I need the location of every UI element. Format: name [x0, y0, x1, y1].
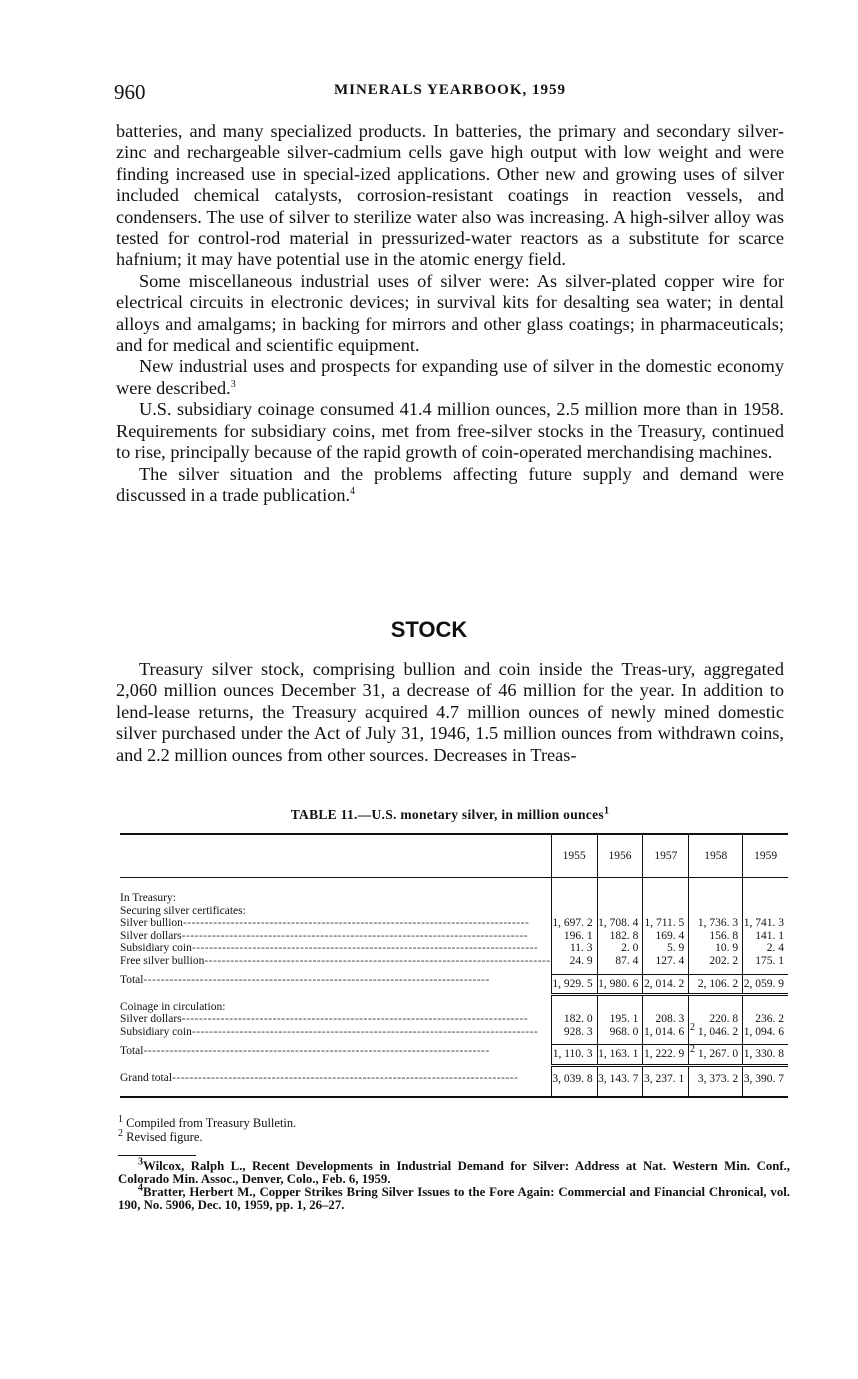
table-row — [120, 1013, 788, 1026]
table-cell: 156. 8 — [689, 930, 743, 943]
row-label: Total ----- — [120, 1045, 551, 1066]
year-header: 1959 — [743, 834, 788, 878]
year-header: 1957 — [643, 834, 689, 878]
table-header-row — [120, 834, 788, 878]
running-head — [114, 80, 786, 106]
year-header: 1958 — [689, 834, 743, 878]
revised-mark: 2 — [690, 1022, 695, 1034]
table-cell: 2, 059. 9 — [743, 974, 788, 995]
footnote-rule — [118, 1155, 196, 1156]
table-row — [120, 955, 788, 968]
table-cell: 3, 373. 2 — [689, 1066, 743, 1098]
table-cell: 1, 110. 3 — [551, 1045, 597, 1066]
table-cell: 2, 014. 2 — [643, 974, 689, 995]
row-label: Silver bullion ----- — [120, 917, 551, 930]
table-cell: 2. 0 — [597, 942, 643, 955]
table-cell: 928. 3 — [551, 1026, 597, 1039]
table-row-total — [120, 974, 788, 995]
row-label: Total ----- — [120, 974, 551, 995]
paragraph-situation — [116, 464, 784, 507]
table-cell: 1, 980. 6 — [597, 974, 643, 995]
revised-mark: 2 — [690, 1044, 695, 1056]
body-text-stock — [116, 659, 784, 766]
row-label: Grand total ----- — [120, 1066, 551, 1098]
table-cell: 2, 106. 2 — [689, 974, 743, 995]
table-title-text: TABLE 11.—U.S. monetary silver, in million ounces — [290, 807, 604, 822]
table-row — [120, 995, 788, 1014]
footnote-3: $^3$Wilcox, Ralph L., Recent Developments in Industrial Demand for Silver: Address at Nat. Western Min. Conf., Colorado Min. Assoc., Denver, Colo., Feb. 6, 1959. — [118, 1156, 790, 1186]
table-row — [120, 878, 788, 905]
year-header: 1955 — [551, 834, 597, 878]
table-title-ref: 1 — [603, 805, 610, 817]
footnotes — [118, 1156, 790, 1212]
table-cell: 208. 3 — [643, 1013, 689, 1026]
paragraph-misc-uses: Some miscellaneous industrial uses of silver were: As silver-plated copper wire for electrical circuits in electronic devices; in survival kits for desalting sea water; in dental alloys and amalgams; in backing for mirrors and other glass coatings; in pharmaceuticals; and for medical and scientific equipment. — [116, 270, 784, 356]
row-label: Silver dollars ----- — [120, 930, 551, 943]
table-cell: 2. 4 — [743, 942, 788, 955]
table-cell: 169. 4 — [643, 930, 689, 943]
table-row — [120, 917, 788, 930]
table-cell: 182. 8 — [597, 930, 643, 943]
group-label: In Treasury: — [120, 892, 176, 904]
table-cell: 220. 8 — [689, 1013, 743, 1026]
paragraph-batteries: batteries, and many specialized products. In batteries, the primary and secondary silver-zinc and rechargeable silver-cadmium cells gave high output with low weight and were finding increased use in special-ized applications. Other new and growing uses of silver included chemical catalysts, corrosion-resistant coatings in reaction vessels, and condensers. The use of silver to sterilize water also was increasing. A high-silver alloy was tested for control-rod material in pressurized-water reactors as a substitute for scarce hafnium; it may have potential use in the atomic energy field. — [116, 121, 784, 270]
monetary-silver-table — [120, 833, 788, 1098]
table-row — [120, 930, 788, 943]
table-cell: 3, 390. 7 — [743, 1066, 788, 1098]
table-cell: 1, 163. 1 — [597, 1045, 643, 1066]
running-title: MINERALS YEARBOOK, 1959 — [333, 82, 567, 98]
body-text-top — [116, 121, 784, 506]
paragraph-treasury-stock: Treasury silver stock, comprising bullion and coin inside the Treas-ury, aggregated 2,060 million ounces December 31, a decrease of 46 million for the year. In addition to lend-lease returns, the Treasury acquired 4.7 million ounces of newly mined domestic silver purchased under the Act of July 31, 1946, 1.5 million ounces from withdrawn coins, and 2.2 million ounces from other sources. Decreases in Treas- — [116, 659, 784, 765]
table-row-total — [120, 1045, 788, 1066]
table-cell: 202. 2 — [689, 955, 743, 968]
table-row — [120, 942, 788, 955]
table-cell: 1, 929. 5 — [551, 974, 597, 995]
table-cell: 1, 697. 2 — [551, 917, 597, 930]
table-cell: 182. 0 — [551, 1013, 597, 1026]
table-cell: 1, 094. 6 — [743, 1026, 788, 1039]
paragraph-situation-text: The silver situation and the problems affecting future supply and demand were discussed in a trade publication. — [116, 463, 784, 505]
table-row-grand-total — [120, 1066, 788, 1098]
paragraph-new-uses — [116, 356, 784, 399]
table-cell: 195. 1 — [597, 1013, 643, 1026]
table-cell: 87. 4 — [597, 955, 643, 968]
row-label: Subsidiary coin ----- — [120, 1026, 551, 1039]
table-cell: 3, 237. 1 — [643, 1066, 689, 1098]
row-label: Free silver bullion ----- — [120, 955, 551, 968]
table-note: $^2$ Revised figure. — [118, 1127, 203, 1144]
year-header: 1956 — [597, 834, 643, 878]
table-cell: 175. 1 — [743, 955, 788, 968]
table-notes — [118, 1113, 297, 1144]
table-cell: 3, 039. 8 — [551, 1066, 597, 1098]
footnote-4: $^4$Bratter, Herbert M., Copper Strikes Bring Silver Issues to the Fore Again: Commercial and Financial Chronical, vol. 190, No. 5906, Dec. 10, 1959, pp. 1, 26–27. — [118, 1182, 790, 1212]
paragraph-coinage: U.S. subsidiary coinage consumed 41.4 million ounces, 2.5 million more than in 1958. Requirements for subsidiary coins, met from free-silver stocks in the Treasury, continued to rise, principally because of the rapid growth of coin-operated merchandising machines. — [116, 399, 784, 463]
table-cell: 1, 708. 4 — [597, 917, 643, 930]
row-label: Silver dollars ----- — [120, 1013, 551, 1026]
stub-header — [120, 834, 551, 878]
table-cell: 1, 222. 9 — [643, 1045, 689, 1066]
table-cell: 1, 711. 5 — [643, 917, 689, 930]
table-cell: 1, 330. 8 — [743, 1045, 788, 1066]
table-title — [116, 807, 784, 823]
table-row — [120, 905, 788, 918]
table-cell: 141. 1 — [743, 930, 788, 943]
paragraph-new-uses-text: New industrial uses and prospects for expanding use of silver in the domestic economy were described. — [116, 356, 784, 398]
table-cell: 5. 9 — [643, 942, 689, 955]
section-heading: STOCK — [390, 617, 468, 642]
table-cell: 11. 3 — [551, 942, 597, 955]
table-cell: 3, 143. 7 — [597, 1066, 643, 1098]
group-label: Securing silver certificates: — [120, 904, 246, 917]
table-row — [120, 1026, 788, 1039]
table-cell: 1, 736. 3 — [689, 917, 743, 930]
table-cell: $^2$ 1, 267. 0 — [689, 1045, 743, 1066]
group-label: Coinage in circulation: — [120, 1000, 226, 1013]
page-number: 960 — [114, 80, 146, 104]
row-label: Subsidiary coin ----- — [120, 942, 551, 955]
table-cell: 1, 741. 3 — [743, 917, 788, 930]
table-cell: $^2$ 1, 046. 2 — [689, 1026, 743, 1039]
table-cell: 1, 014. 6 — [643, 1026, 689, 1039]
footnote-ref-4: 4 — [350, 485, 356, 497]
footnote-ref-3: 3 — [230, 378, 236, 390]
table-cell: 10. 9 — [689, 942, 743, 955]
table-cell: 127. 4 — [643, 955, 689, 968]
table-cell: 236. 2 — [743, 1013, 788, 1026]
table-note: $^1$ Compiled from Treasury Bulletin. — [118, 1113, 297, 1130]
table-cell: 196. 1 — [551, 930, 597, 943]
table-cell: 968. 0 — [597, 1026, 643, 1039]
table-cell: 24. 9 — [551, 955, 597, 968]
